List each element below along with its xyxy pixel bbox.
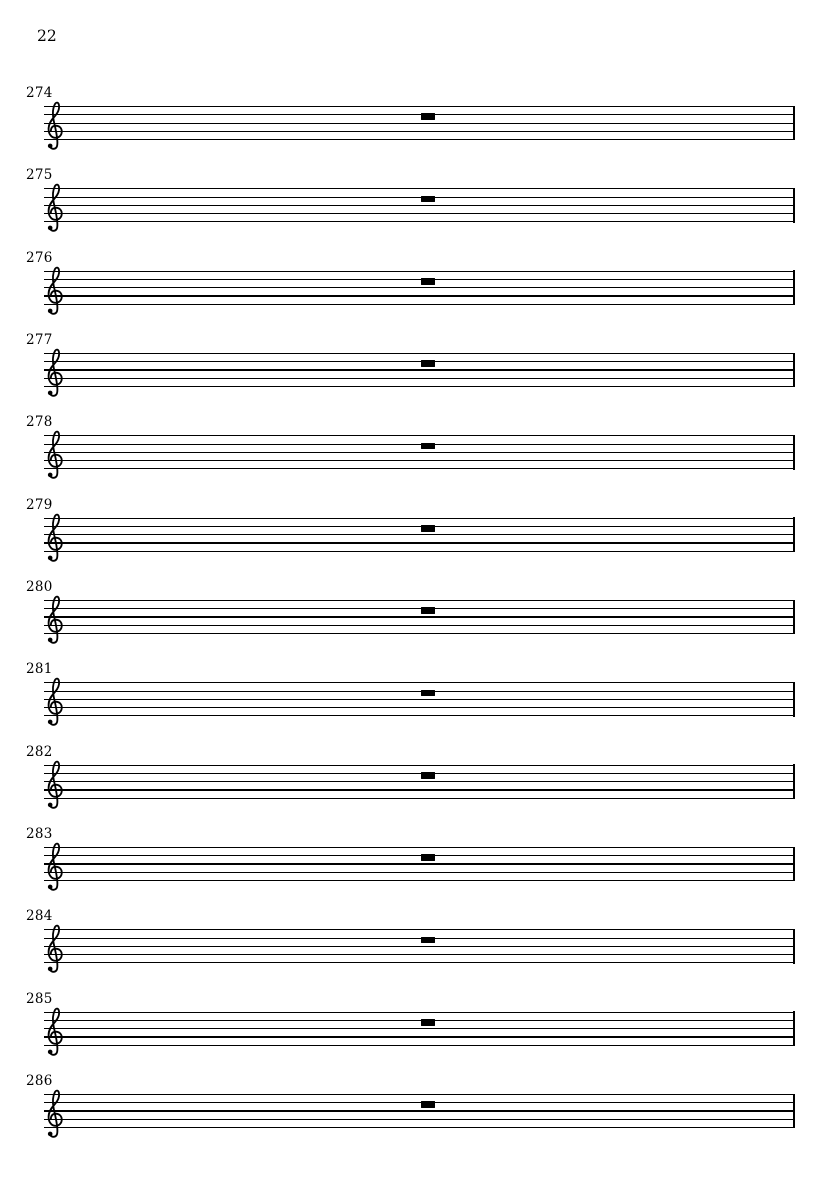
end-barline — [793, 270, 795, 304]
staff-line — [44, 1028, 795, 1029]
staff-line — [44, 205, 795, 206]
measure-number: 282 — [26, 743, 53, 760]
staff-line — [44, 847, 795, 848]
staff-line — [44, 271, 795, 272]
whole-rest-icon — [421, 525, 436, 532]
staff-line — [44, 123, 795, 124]
end-barline — [793, 106, 795, 140]
measure-number: 283 — [26, 825, 53, 842]
whole-rest-icon — [421, 360, 436, 367]
end-barline — [793, 435, 795, 469]
staff-line — [44, 1045, 795, 1046]
staff-line — [44, 1020, 795, 1021]
whole-rest-icon — [421, 196, 436, 203]
staff-line — [44, 781, 795, 782]
staff-line — [44, 1094, 795, 1095]
staff-line — [44, 699, 795, 700]
whole-rest-icon — [421, 113, 436, 120]
staff-line — [44, 114, 795, 115]
staff-line — [44, 542, 795, 543]
staff-line — [44, 938, 795, 939]
staff-line — [44, 765, 795, 766]
staff-line — [44, 188, 795, 189]
measure-number: 281 — [26, 661, 53, 678]
staff-line — [44, 378, 795, 379]
measure-number: 279 — [26, 496, 53, 513]
staff-line — [44, 946, 795, 947]
staff-line — [44, 798, 795, 799]
staff-line — [44, 880, 795, 881]
end-barline — [793, 929, 795, 963]
treble-clef-icon — [45, 100, 66, 150]
staff-line — [44, 707, 795, 708]
staff-line — [44, 221, 795, 222]
staff-line — [44, 682, 795, 683]
staff-line — [44, 361, 795, 362]
staff-line — [44, 1102, 795, 1103]
staff-line — [44, 608, 795, 609]
end-barline — [793, 1011, 795, 1045]
staff-line — [44, 600, 795, 601]
staff-line — [44, 534, 795, 535]
end-barline — [793, 188, 795, 222]
end-barline — [793, 517, 795, 551]
treble-clef-icon — [45, 1088, 66, 1138]
staff-line — [44, 287, 795, 288]
staff-line — [44, 863, 795, 864]
staff-line — [44, 616, 795, 617]
staff-line — [44, 789, 795, 790]
whole-rest-icon — [421, 690, 436, 697]
measure-number: 274 — [26, 85, 53, 101]
measure-number: 276 — [26, 249, 53, 266]
staff-line — [44, 139, 795, 140]
treble-clef-icon — [45, 594, 66, 644]
whole-rest-icon — [421, 1101, 436, 1108]
staff-line — [44, 106, 795, 107]
staff-line — [44, 1110, 795, 1111]
staff-line — [44, 304, 795, 305]
staff-line — [44, 386, 795, 387]
treble-clef-icon — [45, 1006, 66, 1056]
treble-clef-icon — [45, 182, 66, 232]
staff-line — [44, 197, 795, 198]
staff-line — [44, 518, 795, 519]
treble-clef-icon — [45, 676, 66, 726]
whole-rest-icon — [421, 278, 436, 285]
staff-line — [44, 295, 795, 296]
staff-line — [44, 954, 795, 955]
staff-line — [44, 213, 795, 214]
measure-number: 284 — [26, 908, 53, 925]
staff-line — [44, 872, 795, 873]
staff-line — [44, 625, 795, 626]
staff-line — [44, 131, 795, 132]
staff-line — [44, 369, 795, 370]
staff-line — [44, 1127, 795, 1128]
measure-number: 275 — [26, 167, 53, 184]
end-barline — [793, 1094, 795, 1128]
end-barline — [793, 600, 795, 634]
staff-line — [44, 435, 795, 436]
measure-number: 285 — [26, 990, 53, 1007]
staff-line — [44, 962, 795, 963]
staff-line — [44, 1119, 795, 1120]
end-barline — [793, 847, 795, 881]
measure-number: 278 — [26, 414, 53, 431]
whole-rest-icon — [421, 443, 436, 450]
treble-clef-icon — [45, 841, 66, 891]
whole-rest-icon — [421, 937, 436, 944]
treble-clef-icon — [45, 512, 66, 562]
treble-clef-icon — [45, 265, 66, 315]
staff-line — [44, 551, 795, 552]
treble-clef-icon — [45, 429, 66, 479]
whole-rest-icon — [421, 854, 436, 861]
measure-number: 277 — [26, 331, 53, 348]
end-barline — [793, 353, 795, 387]
treble-clef-icon — [45, 923, 66, 973]
staff-line — [44, 444, 795, 445]
measure-number: 280 — [26, 578, 53, 595]
end-barline — [793, 682, 795, 716]
staff-line — [44, 715, 795, 716]
staff-line — [44, 691, 795, 692]
staff-line — [44, 929, 795, 930]
treble-clef-icon — [45, 347, 66, 397]
whole-rest-icon — [421, 772, 436, 779]
staff-line — [44, 460, 795, 461]
whole-rest-icon — [421, 1019, 436, 1026]
staff-line — [44, 468, 795, 469]
staff-line — [44, 855, 795, 856]
staff-line — [44, 526, 795, 527]
staff-line — [44, 452, 795, 453]
treble-clef-icon — [45, 759, 66, 809]
staff-line — [44, 279, 795, 280]
measure-number: 286 — [26, 1072, 53, 1089]
page-number: 22 — [37, 27, 57, 45]
staff-line — [44, 1012, 795, 1013]
staff-line — [44, 1036, 795, 1037]
whole-rest-icon — [421, 607, 436, 614]
staff-line — [44, 353, 795, 354]
end-barline — [793, 764, 795, 798]
staff-line — [44, 633, 795, 634]
staff-line — [44, 773, 795, 774]
